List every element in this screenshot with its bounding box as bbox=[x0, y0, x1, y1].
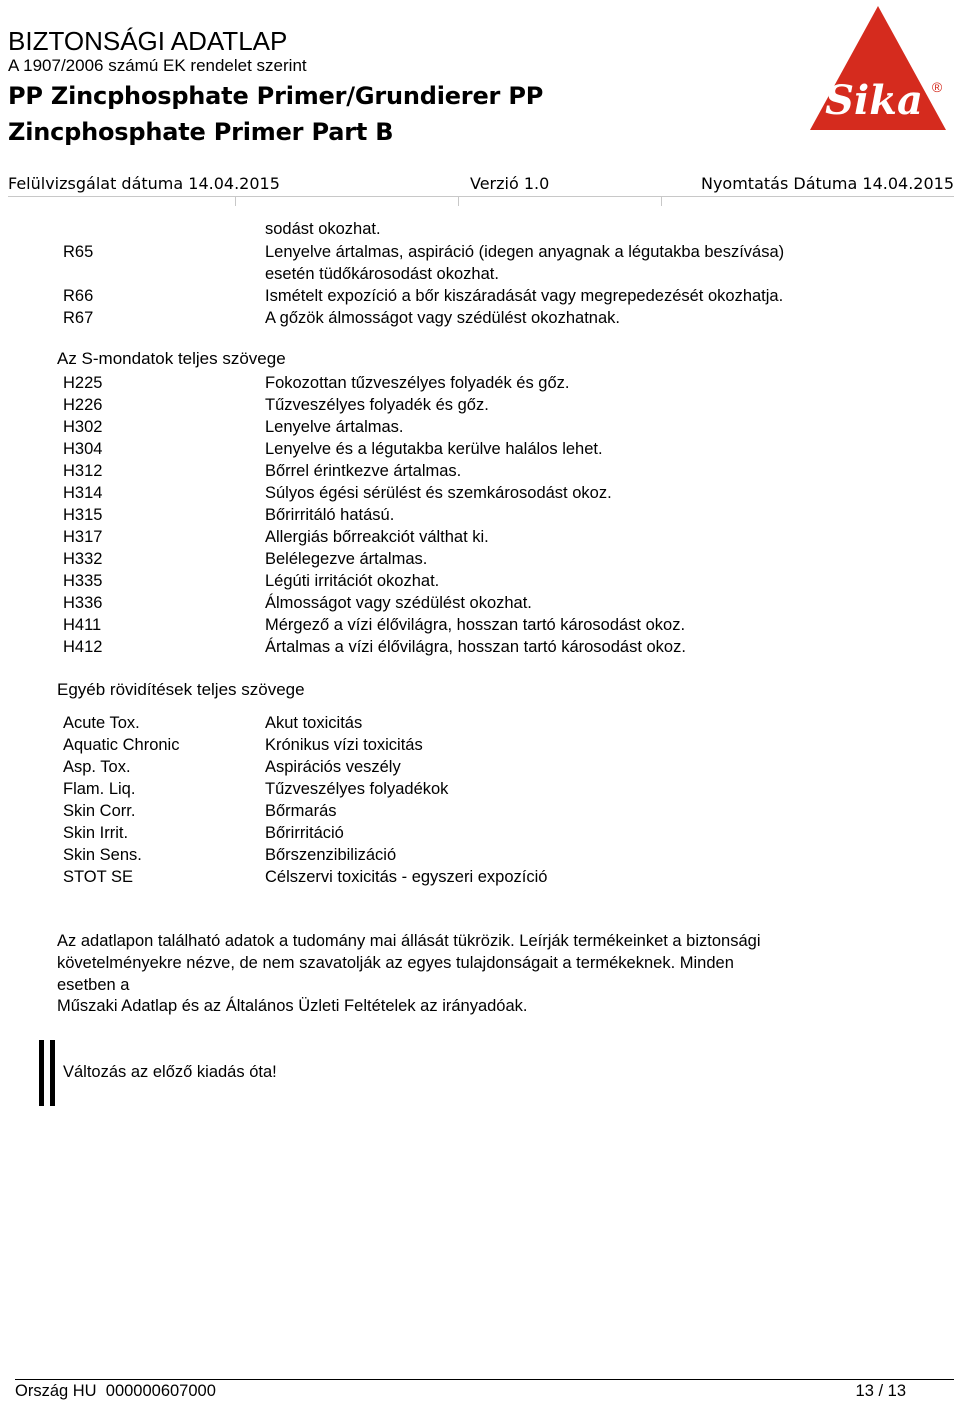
disclaimer-line: esetben a bbox=[57, 975, 130, 994]
meta-divider-line bbox=[8, 196, 954, 197]
h-statement-code: H304 bbox=[63, 440, 103, 458]
r-phrase-text: esetén tüdőkárosodást okozhat. bbox=[265, 265, 499, 283]
h-statement-text: Lenyelve és a légutakba kerülve halálos lehet. bbox=[265, 440, 603, 458]
h-statement-text: Súlyos égési sérülést és szemkárosodást okoz. bbox=[265, 484, 612, 502]
h-statement-code: H302 bbox=[63, 418, 103, 436]
h-statement-code: H314 bbox=[63, 484, 103, 502]
h-statement-text: Belélegezve ártalmas. bbox=[265, 550, 428, 568]
h-statement-text: Mérgező a vízi élővilágra, hosszan tartó károsodást okoz. bbox=[265, 616, 686, 634]
abbrev-code: Acute Tox. bbox=[63, 714, 140, 732]
change-bar bbox=[50, 1040, 55, 1106]
r-phrase-code: R67 bbox=[63, 309, 94, 327]
logo-wordmark: Sika bbox=[825, 77, 923, 124]
abbrev-code: STOT SE bbox=[63, 868, 133, 886]
abbrev-text: Bőrmarás bbox=[265, 802, 337, 820]
h-statement-text: Légúti irritációt okozhat. bbox=[265, 572, 440, 590]
h-statement-code: H312 bbox=[63, 462, 103, 480]
meta-divider-tick bbox=[458, 196, 459, 206]
product-part: Zincphosphate Primer Part B bbox=[8, 118, 394, 146]
change-note: Változás az előző kiadás óta! bbox=[63, 1063, 277, 1081]
abbrev-code: Skin Sens. bbox=[63, 846, 142, 864]
version: Verzió 1.0 bbox=[470, 174, 550, 193]
disclaimer-line: Az adatlapon található adatok a tudomány mai állását tükrözik. Leírják termékeinket a biztonsági bbox=[57, 932, 761, 950]
h-statement-code: H412 bbox=[63, 638, 103, 656]
h-statement-code: H317 bbox=[63, 528, 103, 546]
abbrev-text: Krónikus vízi toxicitás bbox=[265, 736, 423, 754]
h-statement-code: H226 bbox=[63, 396, 103, 414]
h-statement-code: H332 bbox=[63, 550, 103, 568]
h-statement-code: H315 bbox=[63, 506, 103, 524]
h-statement-code: H335 bbox=[63, 572, 103, 590]
h-statement-text: Álmosságot vagy szédülést okozhat. bbox=[265, 594, 532, 612]
abbrev-text: Aspirációs veszély bbox=[265, 758, 401, 776]
r-phrase-continuation: sodást okozhat. bbox=[265, 220, 381, 238]
h-statement-text: Tűzveszélyes folyadék és gőz. bbox=[265, 396, 489, 414]
h-statement-text: Ártalmas a vízi élővilágra, hosszan tartó károsodást okoz. bbox=[265, 638, 686, 656]
footer-divider bbox=[15, 1379, 954, 1380]
r-phrase-text: Ismételt expozíció a bőr kiszáradását vagy megrepedezését okozhatja. bbox=[265, 287, 784, 305]
footer-page-number: 13 / 13 bbox=[855, 1382, 906, 1400]
product-name: PP Zincphosphate Primer/Grundierer PP bbox=[8, 82, 544, 110]
r-phrase-text: A gőzök álmosságot vagy szédülést okozhatnak. bbox=[265, 309, 620, 327]
r-phrase-code: R65 bbox=[63, 243, 94, 261]
r-phrase-text: Lenyelve ártalmas, aspiráció (idegen anyagnak a légutakba beszívása) bbox=[265, 243, 785, 261]
h-statement-text: Bőrirritáló hatású. bbox=[265, 506, 395, 524]
change-marker-bars bbox=[39, 1040, 57, 1106]
r-phrase-code: R66 bbox=[63, 287, 94, 305]
abbrev-code: Flam. Liq. bbox=[63, 780, 136, 798]
change-bar bbox=[39, 1040, 44, 1106]
h-statement-text: Fokozottan tűzveszélyes folyadék és gőz. bbox=[265, 374, 570, 392]
document-title: BIZTONSÁGI ADATLAP bbox=[8, 26, 288, 56]
abbrev-text: Célszervi toxicitás - egyszeri expozíció bbox=[265, 868, 548, 886]
sika-logo bbox=[804, 4, 952, 132]
abbrev-text: Bőrirritáció bbox=[265, 824, 344, 842]
abbrev-section-heading: Egyéb rövidítések teljes szövege bbox=[57, 680, 305, 699]
abbrev-text: Bőrszenzibilizáció bbox=[265, 846, 397, 864]
h-statement-text: Bőrrel érintkezve ártalmas. bbox=[265, 462, 462, 480]
h-statement-code: H411 bbox=[63, 616, 102, 634]
revision-date: Felülvizsgálat dátuma 14.04.2015 bbox=[8, 174, 280, 193]
s-section-heading: Az S-mondatok teljes szövege bbox=[57, 349, 286, 368]
h-statement-text: Allergiás bőrreakciót válthat ki. bbox=[265, 528, 489, 546]
disclaimer-paragraph bbox=[57, 931, 917, 1018]
footer-country-code: Ország HU 000000607000 bbox=[15, 1382, 216, 1400]
regulation-subtitle: A 1907/2006 számú EK rendelet szerint bbox=[8, 56, 307, 75]
meta-divider-tick bbox=[235, 196, 236, 206]
h-statement-code: H225 bbox=[63, 374, 103, 392]
h-statement-text: Lenyelve ártalmas. bbox=[265, 418, 404, 436]
logo-registered-mark: ® bbox=[931, 79, 943, 95]
disclaimer-line: követelményekre nézve, de nem szavatolják az egyes tulajdonságait a termékeknek. Minden bbox=[57, 953, 734, 972]
meta-divider-tick bbox=[661, 196, 662, 206]
abbrev-text: Akut toxicitás bbox=[265, 714, 363, 732]
abbrev-code: Aquatic Chronic bbox=[63, 736, 180, 754]
document-meta-bar bbox=[8, 174, 954, 196]
print-date: Nyomtatás Dátuma 14.04.2015 bbox=[700, 174, 954, 193]
disclaimer-line: Műszaki Adatlap és az Általános Üzleti Feltételek az irányadóak. bbox=[57, 997, 528, 1016]
abbrev-text: Tűzveszélyes folyadékok bbox=[265, 780, 449, 798]
h-statement-code: H336 bbox=[63, 594, 103, 612]
abbrev-code: Asp. Tox. bbox=[63, 758, 131, 776]
abbrev-code: Skin Irrit. bbox=[63, 824, 129, 842]
abbrev-code: Skin Corr. bbox=[63, 802, 136, 820]
